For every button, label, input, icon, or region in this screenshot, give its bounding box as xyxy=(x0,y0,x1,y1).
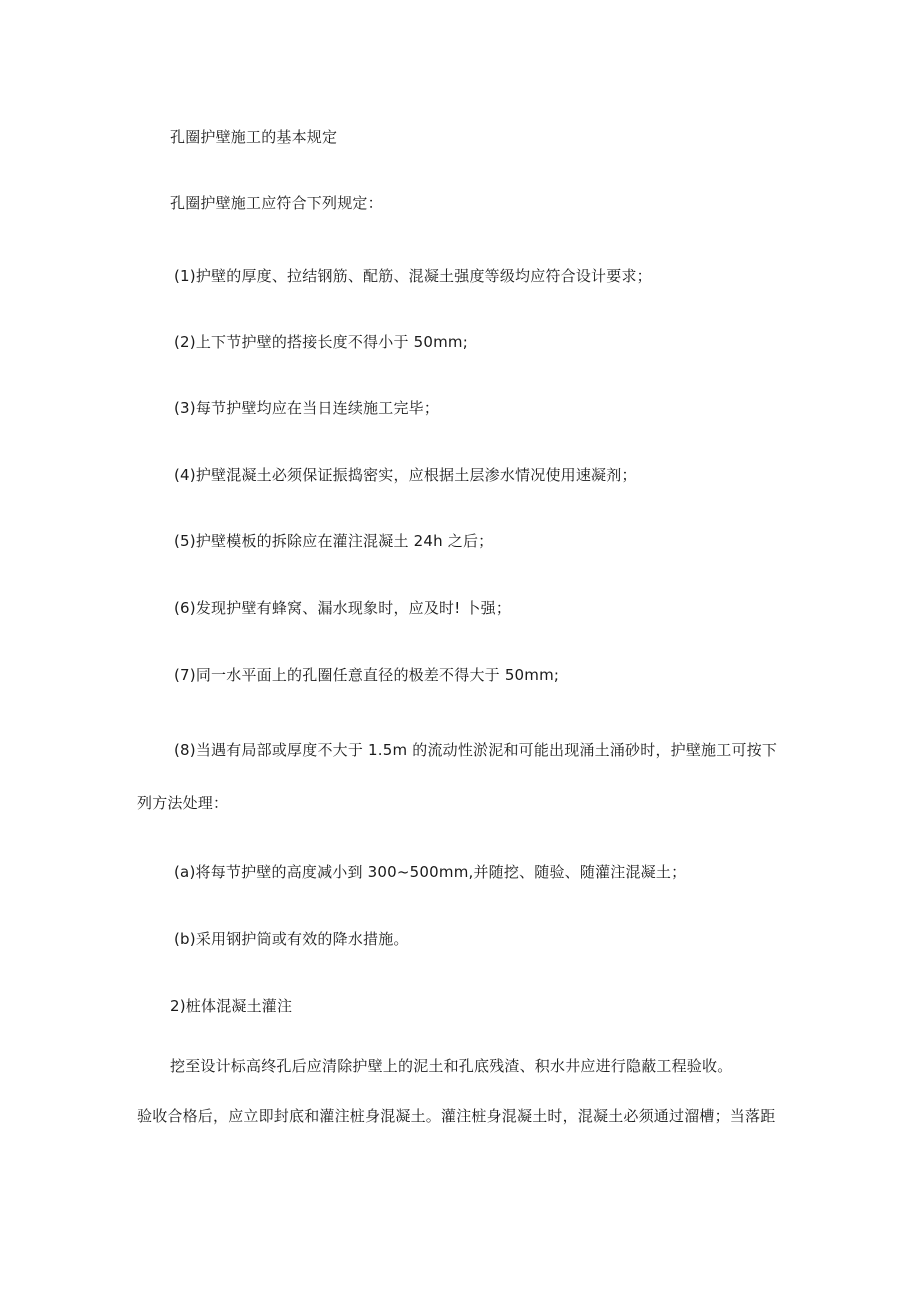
rule-item-6: (6)发现护壁有蜂窝、漏水现象时，应及时! 卜强； xyxy=(174,599,512,617)
sub-item-a: (a)将每节护壁的高度减小到 300~500mm,并随挖、随验、随灌注混凝土； xyxy=(174,863,687,881)
rule-item-8-continued: 列方法处理： xyxy=(137,794,229,812)
rule-item-2: (2)上下节护壁的搭接长度不得小于 50mm; xyxy=(174,333,468,351)
rule-item-7: (7)同一水平面上的孔圈任意直径的极差不得大于 50mm; xyxy=(174,666,560,684)
rule-item-3: (3)每节护壁均应在当日连续施工完毕； xyxy=(174,399,440,417)
intro-text: 孔圈护壁施工应符合下列规定： xyxy=(170,194,383,212)
paragraph-line-1: 挖至设计标高终孔后应清除护壁上的泥土和孔底残渣、积水井应进行隐蔽工程验收。 xyxy=(170,1057,733,1075)
rule-item-8: (8)当遇有局部或厚度不大于 1.5m 的流动性淤泥和可能出现涌土涌砂时，护壁施工可按下 xyxy=(174,741,778,759)
sub-item-b: (b)采用钢护筒或有效的降水措施。 xyxy=(174,930,409,948)
rule-item-5: (5)护壁模板的拆除应在灌注混凝土 24h 之后； xyxy=(174,532,494,550)
document-title: 孔圈护壁施工的基本规定 xyxy=(170,128,338,146)
rule-item-4: (4)护壁混凝土必须保证振捣密实，应根据土层渗水情况使用速凝剂； xyxy=(174,466,637,484)
rule-item-1: (1)护壁的厚度、拉结钢筋、配筋、混凝土强度等级均应符合设计要求； xyxy=(174,267,652,285)
paragraph-line-2: 验收合格后，应立即封底和灌注桩身混凝土。灌注桩身混凝土时，混凝土必须通过溜槽；当落距 xyxy=(137,1107,776,1125)
section-heading: 2)桩体混凝土灌注 xyxy=(170,997,293,1015)
